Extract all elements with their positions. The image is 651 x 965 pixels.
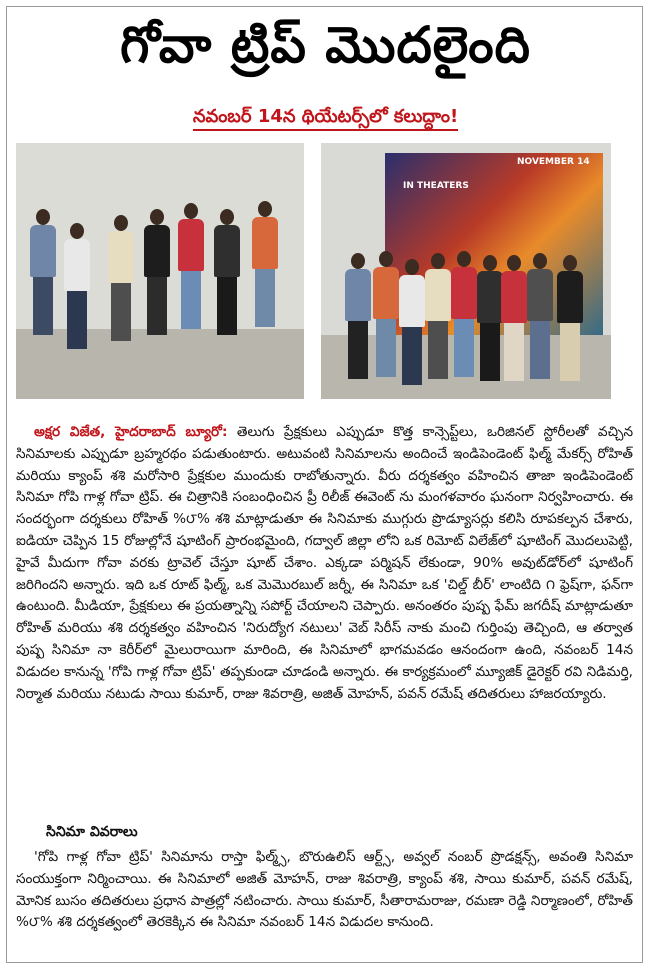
person-figure: [252, 201, 278, 327]
person-figure: [178, 203, 204, 329]
person-figure: [144, 209, 170, 335]
movie-details: [16, 847, 633, 934]
poster-tagline: IN THEATERS: [403, 181, 469, 191]
person-figure: [477, 255, 503, 381]
subheadline-text: నవంబర్ 14న థియేటర్స్‌లో కలుద్దాం!: [193, 106, 458, 131]
article-byline: అక్షర విజేత, హైదరాబాద్ బ్యూరో:: [34, 424, 228, 440]
person-figure: [557, 255, 583, 381]
person-figure: [501, 255, 527, 381]
person-figure: [108, 215, 134, 341]
person-figure: [399, 259, 425, 385]
event-photo-right: [321, 143, 611, 399]
person-figure: [527, 253, 553, 379]
article-body: [16, 422, 633, 705]
details-title: సినిమా వివరాలు: [46, 824, 138, 840]
person-figure: [373, 251, 399, 377]
article-text: తెలుగు ప్రేక్షకులు ఎప్పుడూ కొత్త కాన్సెప్ట్‌లు, ఒరిజినల్ స్టోరీలతో వచ్చిన సినిమాలకు ఎప్పుడూ బ్రహ్మరథం పడుతుంటారు. అటువంటి సినిమాలను అందించే ఇండిపెండెంట్ ఫిల్మ్ మేకర్స్ రోహిత్ మరియు క్యాంప్ శశి మరోసారి ప్రేక్షకుల ముందుకు రాబోతున్నారు. వీరు దర్శకత్వం వహించిన తాజా ఇండిపెండెంట్ సినిమా గోపి గాళ్ల గోవా ట్రిప్. ఈ చిత్రానికి సంబంధించిన ప్రీ రిలీజ్ ఈవెంట్ ను మంగళవారం ఘనంగా నిర్వహించారు. ఈ సందర్భంగా దర్శకులు రోహిత్ %౮% శశి మాట్లాడుతూ ఈ సినిమాకు ముగ్గురు ప్రొడ్యూసర్లు కలిసి రూపకల్పన చేశారు, ఐడియా చెప్పిన 15 రోజుల్లోనే షూటింగ్ ప్రారంభమైంది, గద్వాల్ జిల్లా లోని ఒక రిమోట్ విలేజ్‌లో షూటింగ్ మొదలుపెట్టి, హైవే మీదుగా గోవా వరకు ట్రావెల్ చేస్తూ షూట్ చేశాం. ఎక్కడా పర్మిషన్ లేకుండా, 90% అవుట్‌డోర్‌లో షూటింగ్ జరిగిందని అన్నారు. ఇది ఒక రూట్ ఫిల్మ్, ఒక మెమొరబుల్ జర్నీ, ఈ సినిమా ఒక 'చిల్డ్ బీర్' లాంటిది ౧ ఫ్రెష్‌గా, ఫన్‌గా ఉంటుంది. మీడియా, ప్రేక్షకులు ఈ ప్రయత్నాన్ని సపోర్ట్ చేయాలని చెప్పారు. అనంతరం పుష్ప ఫేమ్ జగదీష్ మాట్లాడుతూ రోహిత్ మరియు శశి దర్శకత్వం వహించిన 'నిరుద్యోగ నటులు' వెబ్ సిరీస్ నాకు మంచి గుర్తింపు తెచ్చింది, ఆ తర్వాత పుష్ప సినిమా నా కెరీర్‌లో మైలురాయిగా మారింది, ఈ సినిమాలో భాగమవడం ఆనందంగా ఉంది, నవంబర్ 14న విడుదల కానున్న 'గోపి గాళ్ల గోవా ట్రిప్' తప్పకుండా చూడండి అన్నారు. ఈ కార్యక్రమంలో మ్యూజిక్ డైరెక్టర్ రవి నిడిమర్తి, నిర్మాత మరియు నటుడు సాయి కుమార్, రాజు శివరాత్రి, అజిత్ మోహన్, పవన్ రమేష్ తదితరులు హాజరయ్యారు.: [16, 424, 633, 702]
headline: గోవా ట్రిప్ మొదలైంది: [120, 16, 531, 74]
person-figure: [214, 209, 240, 335]
person-figure: [30, 209, 56, 335]
person-figure: [451, 251, 477, 377]
subheadline: [0, 106, 651, 131]
event-photo-left: [16, 143, 304, 399]
person-figure: [345, 253, 371, 379]
details-text: 'గోపి గాళ్ల గోవా ట్రిప్' సినిమాను రాస్తా ఫిల్మ్స్, బొరుఉలిస్ ఆర్ట్స్, అవ్వల్ నంబర్ ప్రొడక్షన్స్, అవంతి సినిమా సంయుక్తంగా నిర్మించాయి. ఈ సినిమాలో అజిత్ మోహన్, రాజు శివరాత్రి, క్యాంప్ శశి, సాయి కుమార్, పవన్ రమేష్, మోనిక బుసం తదితరులు ప్రధాన పాత్రల్లో నటించారు. సాయి కుమార్, సీతారామరాజు, రమణా రెడ్డి నిర్మాణంలో, రోహిత్ %౮% శశి దర్శకత్వంలో తెరకెక్కిన ఈ సినిమా నవంబర్ 14న విడుదల కానుంది.: [16, 849, 633, 931]
person-figure: [64, 223, 90, 349]
poster-date: NOVEMBER 14: [517, 157, 590, 167]
person-figure: [425, 253, 451, 379]
stage-floor: [16, 329, 304, 399]
